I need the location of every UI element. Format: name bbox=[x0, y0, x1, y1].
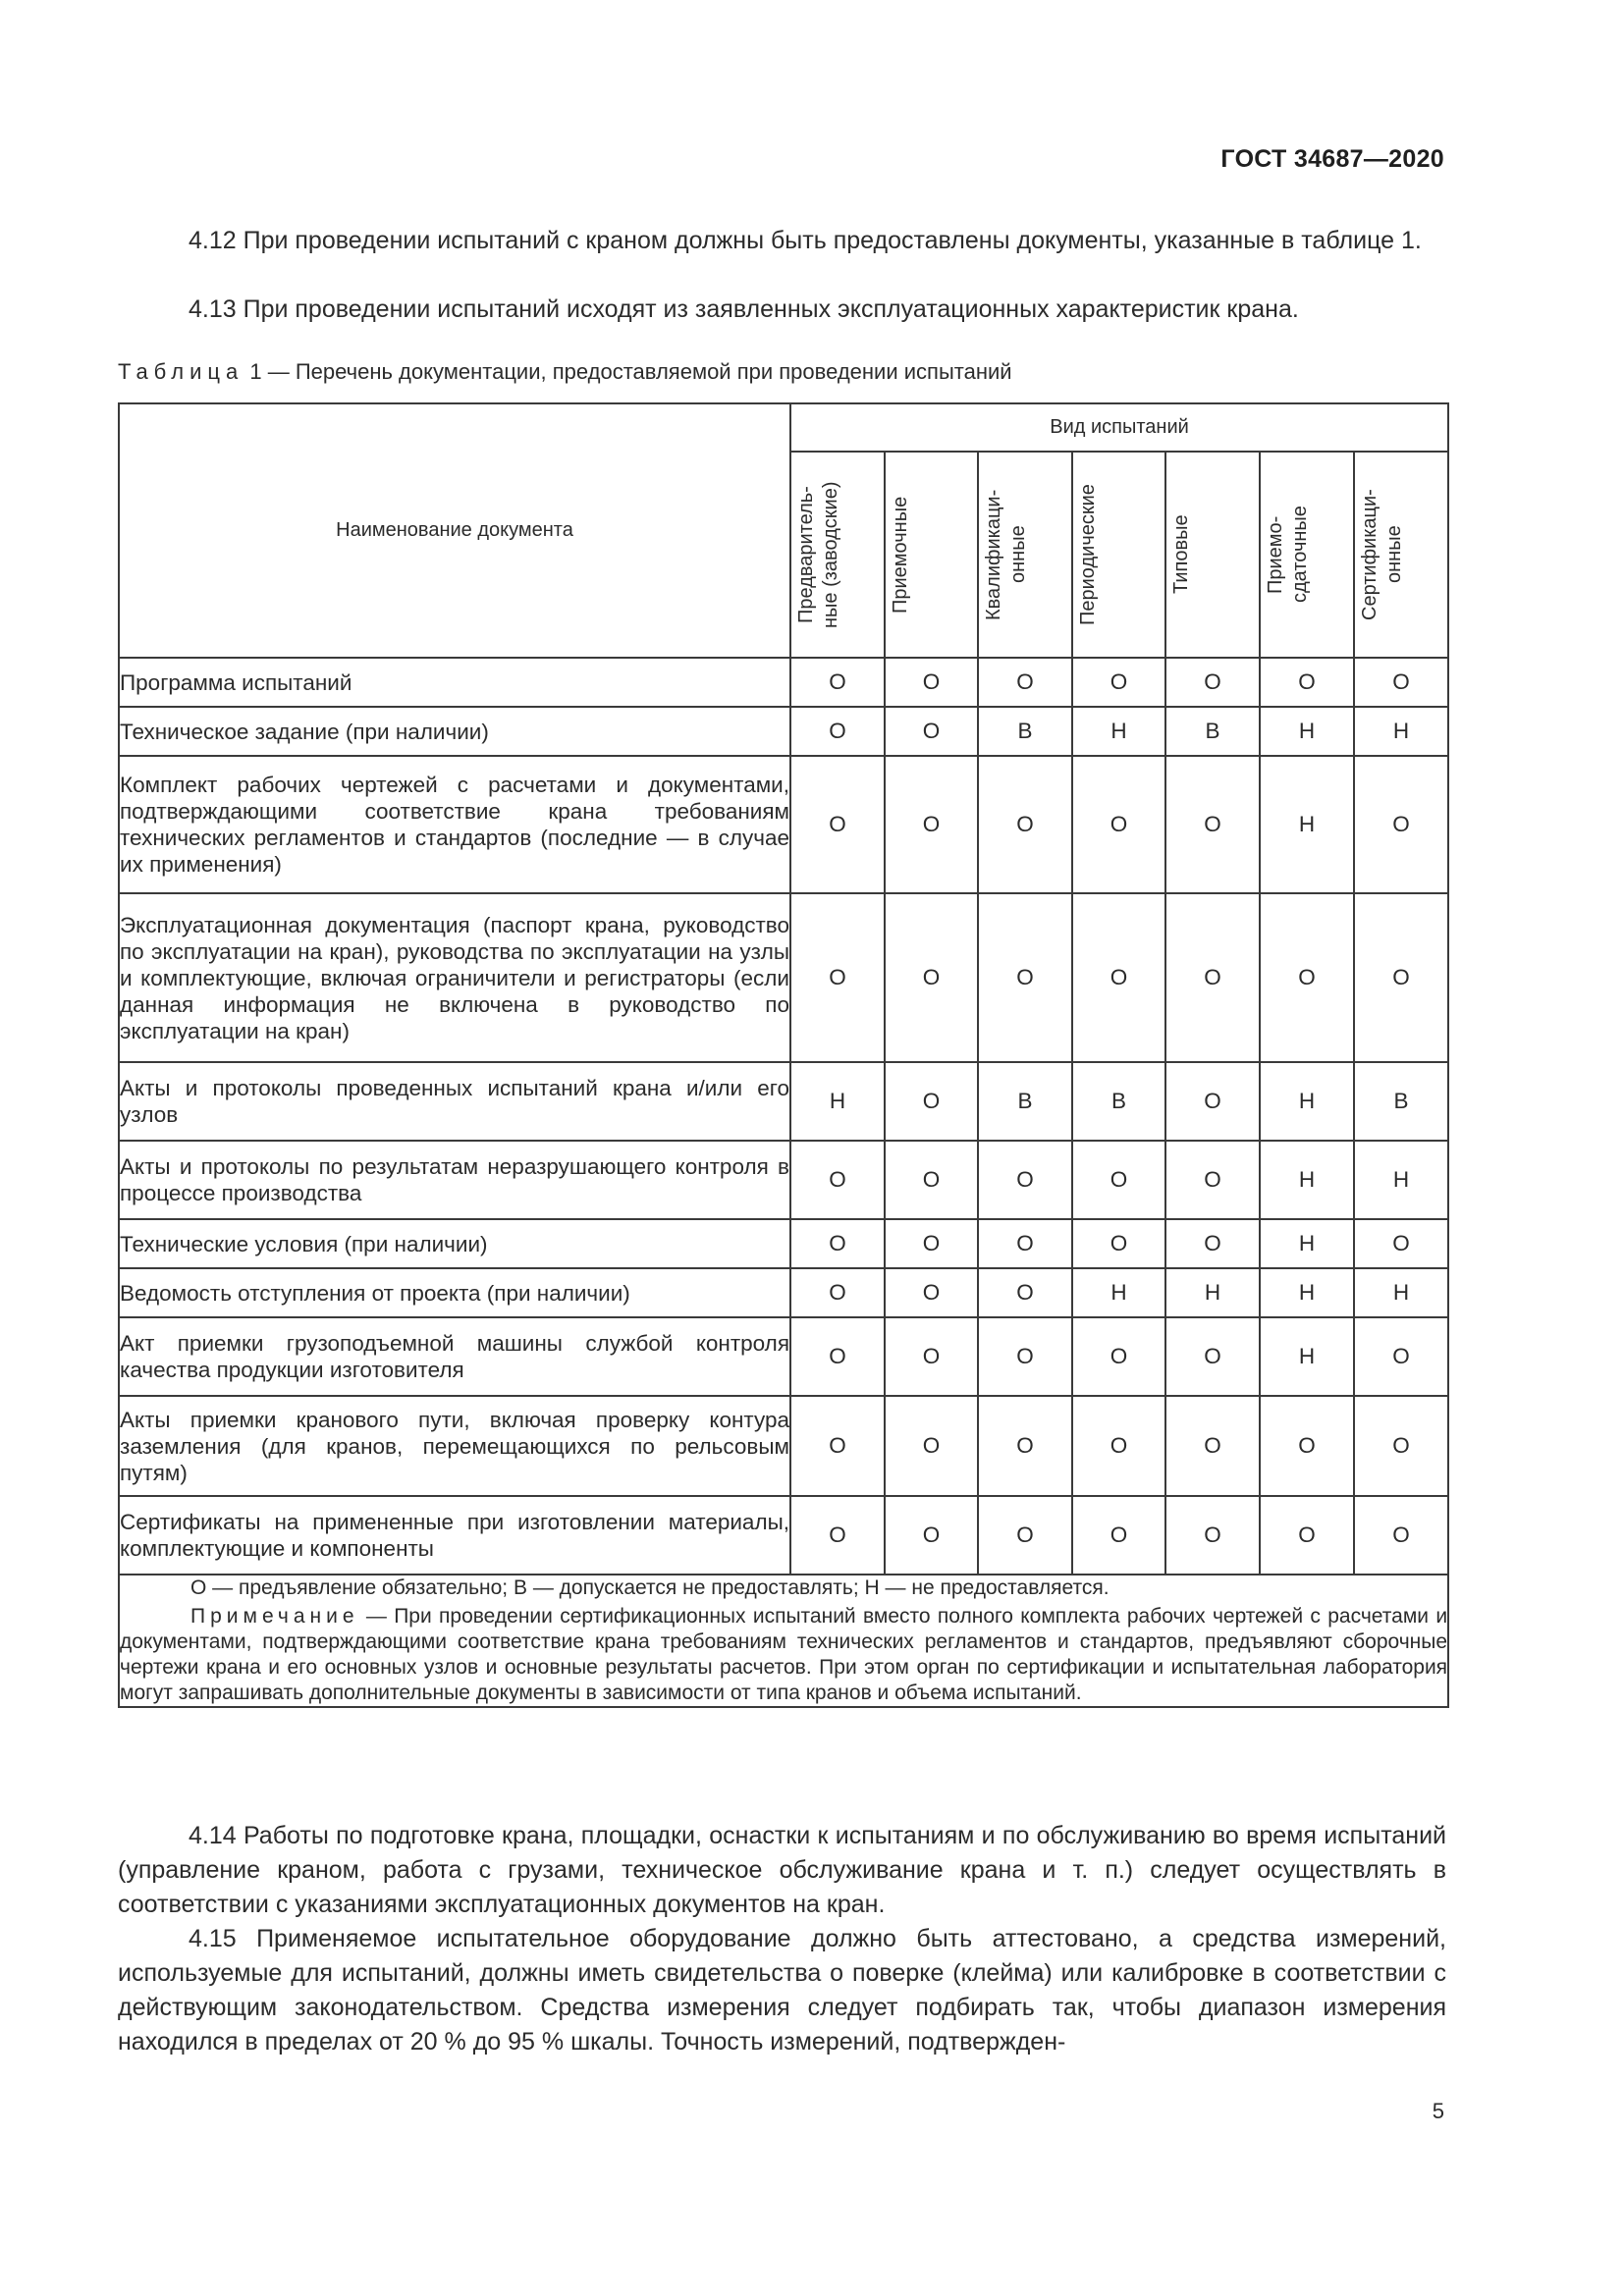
column-header-label: Квалификаци- онные bbox=[983, 489, 1029, 620]
mark-cell: О bbox=[1165, 1317, 1260, 1396]
mark-cell: О bbox=[885, 1268, 978, 1317]
mark-cell: О bbox=[1354, 1219, 1448, 1268]
mark-cell: Н bbox=[1354, 1268, 1448, 1317]
column-header bbox=[1072, 452, 1165, 658]
mark-cell: О bbox=[978, 1268, 1072, 1317]
paragraph-4-13: 4.13 При проведении испытаний исходят из заявленных эксплуатационных характеристик крана. bbox=[189, 295, 1299, 323]
mark-cell: О bbox=[1165, 1141, 1260, 1219]
mark-cell: Н bbox=[1072, 707, 1165, 756]
table-caption-label: Таблица bbox=[118, 359, 244, 384]
mark-cell: О bbox=[1354, 1317, 1448, 1396]
mark-cell: О bbox=[790, 893, 885, 1062]
paragraph-4-15: 4.15 Применяемое испытательное оборудование должно быть аттестовано, а средства измерений, используемые для испытаний, должны иметь свидетельства о поверке (клейма) или калибровке в соответствии с действующим законодательством. Средства измерения следует подбирать так, чтобы диапазон измерения находился в пределах от 20 % до 95 % шкалы. Точность измерений, подтвержден- bbox=[118, 1925, 1446, 2056]
table-row bbox=[119, 1062, 1448, 1141]
mark-cell: О bbox=[1165, 756, 1260, 893]
mark-cell: О bbox=[1165, 1396, 1260, 1496]
mark-cell: О bbox=[885, 658, 978, 707]
mark-cell: О bbox=[1260, 1496, 1354, 1575]
mark-cell: О bbox=[790, 756, 885, 893]
document-name-cell: Ведомость отступления от проекта (при наличии) bbox=[119, 1268, 790, 1317]
mark-cell: В bbox=[978, 1062, 1072, 1141]
mark-cell: Н bbox=[1260, 1062, 1354, 1141]
mark-cell: О bbox=[790, 1317, 885, 1396]
mark-cell: О bbox=[1072, 1317, 1165, 1396]
document-name-cell: Акт приемки грузоподъемной машины службой контроля качества продукции изготовителя bbox=[119, 1317, 790, 1396]
document-name-cell: Сертификаты на примененные при изготовлении материалы, комплектующие и компоненты bbox=[119, 1496, 790, 1575]
mark-cell: О bbox=[1354, 658, 1448, 707]
mark-cell: О bbox=[1260, 893, 1354, 1062]
table-row bbox=[119, 1219, 1448, 1268]
note-label: Примечание bbox=[190, 1605, 359, 1628]
mark-cell: О bbox=[1354, 756, 1448, 893]
mark-cell: В bbox=[1072, 1062, 1165, 1141]
table-row bbox=[119, 1396, 1448, 1496]
column-header-label: Типовые bbox=[1170, 514, 1192, 595]
mark-cell: Н bbox=[1354, 1141, 1448, 1219]
table-notes bbox=[119, 1575, 1448, 1707]
mark-cell: О bbox=[978, 1496, 1072, 1575]
mark-cell: О bbox=[885, 1496, 978, 1575]
table-row bbox=[119, 707, 1448, 756]
mark-cell: О bbox=[1165, 1062, 1260, 1141]
document-name-header: Наименование документа bbox=[119, 403, 790, 658]
mark-cell: В bbox=[978, 707, 1072, 756]
mark-cell: О bbox=[790, 1268, 885, 1317]
mark-cell: В bbox=[1354, 1062, 1448, 1141]
column-header bbox=[1354, 452, 1448, 658]
mark-cell: О bbox=[978, 1396, 1072, 1496]
mark-cell: О bbox=[978, 658, 1072, 707]
mark-cell: О bbox=[1165, 1496, 1260, 1575]
documents-table bbox=[118, 402, 1449, 1708]
column-header-label: Приемо- сдаточные bbox=[1265, 506, 1311, 604]
mark-cell: О bbox=[1072, 756, 1165, 893]
mark-cell: Н bbox=[1260, 756, 1354, 893]
column-header-label: Приемочные bbox=[889, 496, 911, 614]
mark-cell: О bbox=[885, 1317, 978, 1396]
column-header bbox=[978, 452, 1072, 658]
mark-cell: Н bbox=[790, 1062, 885, 1141]
mark-cell: О bbox=[1072, 1141, 1165, 1219]
paragraph-4-12: 4.12 При проведении испытаний с краном должны быть предоставлены документы, указанные в таблице 1. bbox=[189, 227, 1422, 254]
table-caption bbox=[118, 359, 1012, 385]
mark-cell: О bbox=[1072, 1396, 1165, 1496]
mark-cell: О bbox=[885, 1396, 978, 1496]
mark-cell: О bbox=[1260, 1396, 1354, 1496]
mark-cell: О bbox=[790, 1219, 885, 1268]
mark-cell: О bbox=[978, 756, 1072, 893]
column-header bbox=[885, 452, 978, 658]
mark-cell: О bbox=[1354, 893, 1448, 1062]
document-name-cell: Эксплуатационная документация (паспорт крана, руководство по эксплуатации на кран), руководства по эксплуатации на узлы и комплектующие, включая ограничители и регистраторы (если данная информация не включена в руководство по эксплуатации на кран) bbox=[119, 893, 790, 1062]
document-name-cell: Акты и протоколы проведенных испытаний крана и/или его узлов bbox=[119, 1062, 790, 1141]
mark-cell: О bbox=[885, 756, 978, 893]
mark-cell: О bbox=[1165, 1219, 1260, 1268]
document-name-cell: Акты приемки кранового пути, включая проверку контура заземления (для кранов, перемещающихся по рельсовым путям) bbox=[119, 1396, 790, 1496]
mark-cell: О bbox=[885, 1219, 978, 1268]
table-row bbox=[119, 1141, 1448, 1219]
mark-cell: О bbox=[978, 1219, 1072, 1268]
mark-cell: Н bbox=[1072, 1268, 1165, 1317]
mark-cell: Н bbox=[1165, 1268, 1260, 1317]
document-code: ГОСТ 34687—2020 bbox=[1220, 145, 1444, 173]
mark-cell: О bbox=[790, 1396, 885, 1496]
document-name-cell: Программа испытаний bbox=[119, 658, 790, 707]
mark-cell: О bbox=[885, 1141, 978, 1219]
table-row bbox=[119, 893, 1448, 1062]
mark-cell: О bbox=[790, 1141, 885, 1219]
table-note bbox=[120, 1604, 1447, 1706]
page-number: 5 bbox=[1432, 2099, 1444, 2123]
document-name-cell: Акты и протоколы по результатам неразрушающего контроля в процессе производства bbox=[119, 1141, 790, 1219]
column-header bbox=[790, 452, 885, 658]
mark-cell: О bbox=[1072, 893, 1165, 1062]
table-row bbox=[119, 1317, 1448, 1396]
mark-cell: О bbox=[978, 893, 1072, 1062]
table-row bbox=[119, 756, 1448, 893]
mark-cell: Н bbox=[1260, 1219, 1354, 1268]
mark-cell: О bbox=[885, 707, 978, 756]
mark-cell: Н bbox=[1354, 707, 1448, 756]
column-header-label: Сертификаци- онные bbox=[1359, 489, 1406, 620]
table-row bbox=[119, 1268, 1448, 1317]
mark-cell: Н bbox=[1260, 707, 1354, 756]
document-name-cell: Техническое задание (при наличии) bbox=[119, 707, 790, 756]
column-header-label: Периодические bbox=[1076, 484, 1099, 625]
mark-cell: О bbox=[1165, 658, 1260, 707]
document-name-cell: Комплект рабочих чертежей с расчетами и документами, подтверждающими соответствие крана требованиям технических регламентов и стандартов (последние — в случае их применения) bbox=[119, 756, 790, 893]
mark-cell: О bbox=[1260, 658, 1354, 707]
mark-cell: О bbox=[1165, 893, 1260, 1062]
table-row bbox=[119, 1496, 1448, 1575]
mark-cell: В bbox=[1165, 707, 1260, 756]
mark-cell: О bbox=[978, 1141, 1072, 1219]
document-name-cell: Технические условия (при наличии) bbox=[119, 1219, 790, 1268]
table-legend: О — предъявление обязательно; В — допускается не предоставлять; Н — не предоставляется. bbox=[190, 1576, 1110, 1599]
column-header bbox=[1165, 452, 1260, 658]
mark-cell: О bbox=[790, 1496, 885, 1575]
column-header bbox=[1260, 452, 1354, 658]
table-caption-text: 1 — Перечень документации, предоставляемой при проведении испытаний bbox=[249, 359, 1012, 384]
mark-cell: О bbox=[885, 1062, 978, 1141]
mark-cell: О bbox=[1072, 658, 1165, 707]
test-type-header: Вид испытаний bbox=[790, 403, 1448, 452]
table-row bbox=[119, 658, 1448, 707]
mark-cell: Н bbox=[1260, 1141, 1354, 1219]
mark-cell: О bbox=[790, 658, 885, 707]
mark-cell: О bbox=[790, 707, 885, 756]
mark-cell: О bbox=[1354, 1396, 1448, 1496]
paragraph-4-14: 4.14 Работы по подготовке крана, площадки, оснастки к испытаниям и по обслуживанию во время испытаний (управление краном, работа с грузами, техническое обслуживание крана и т. п.) следует осуществлять в соответствии с указаниями эксплуатационных документов на кран. bbox=[118, 1822, 1446, 1918]
note-text: — При проведении сертификационных испытаний вместо полного комплекта рабочих чертежей с расчетами и документами, подтверждающими соответствие крана требованиям технических регламентов и стандартов, предъявляют сборочные чертежи крана и его основных узлов и основные результаты расчетов. При этом орган по сертификации и испытательная лаборатория могут запрашивать дополнительные документы в зависимости от типа кранов и объема испытаний. bbox=[120, 1605, 1448, 1704]
mark-cell: О bbox=[885, 893, 978, 1062]
mark-cell: Н bbox=[1260, 1268, 1354, 1317]
mark-cell: О bbox=[1072, 1219, 1165, 1268]
column-header-label: Предваритель- ные (заводские) bbox=[795, 481, 841, 628]
mark-cell: О bbox=[1354, 1496, 1448, 1575]
mark-cell: О bbox=[978, 1317, 1072, 1396]
mark-cell: О bbox=[1072, 1496, 1165, 1575]
mark-cell: Н bbox=[1260, 1317, 1354, 1396]
